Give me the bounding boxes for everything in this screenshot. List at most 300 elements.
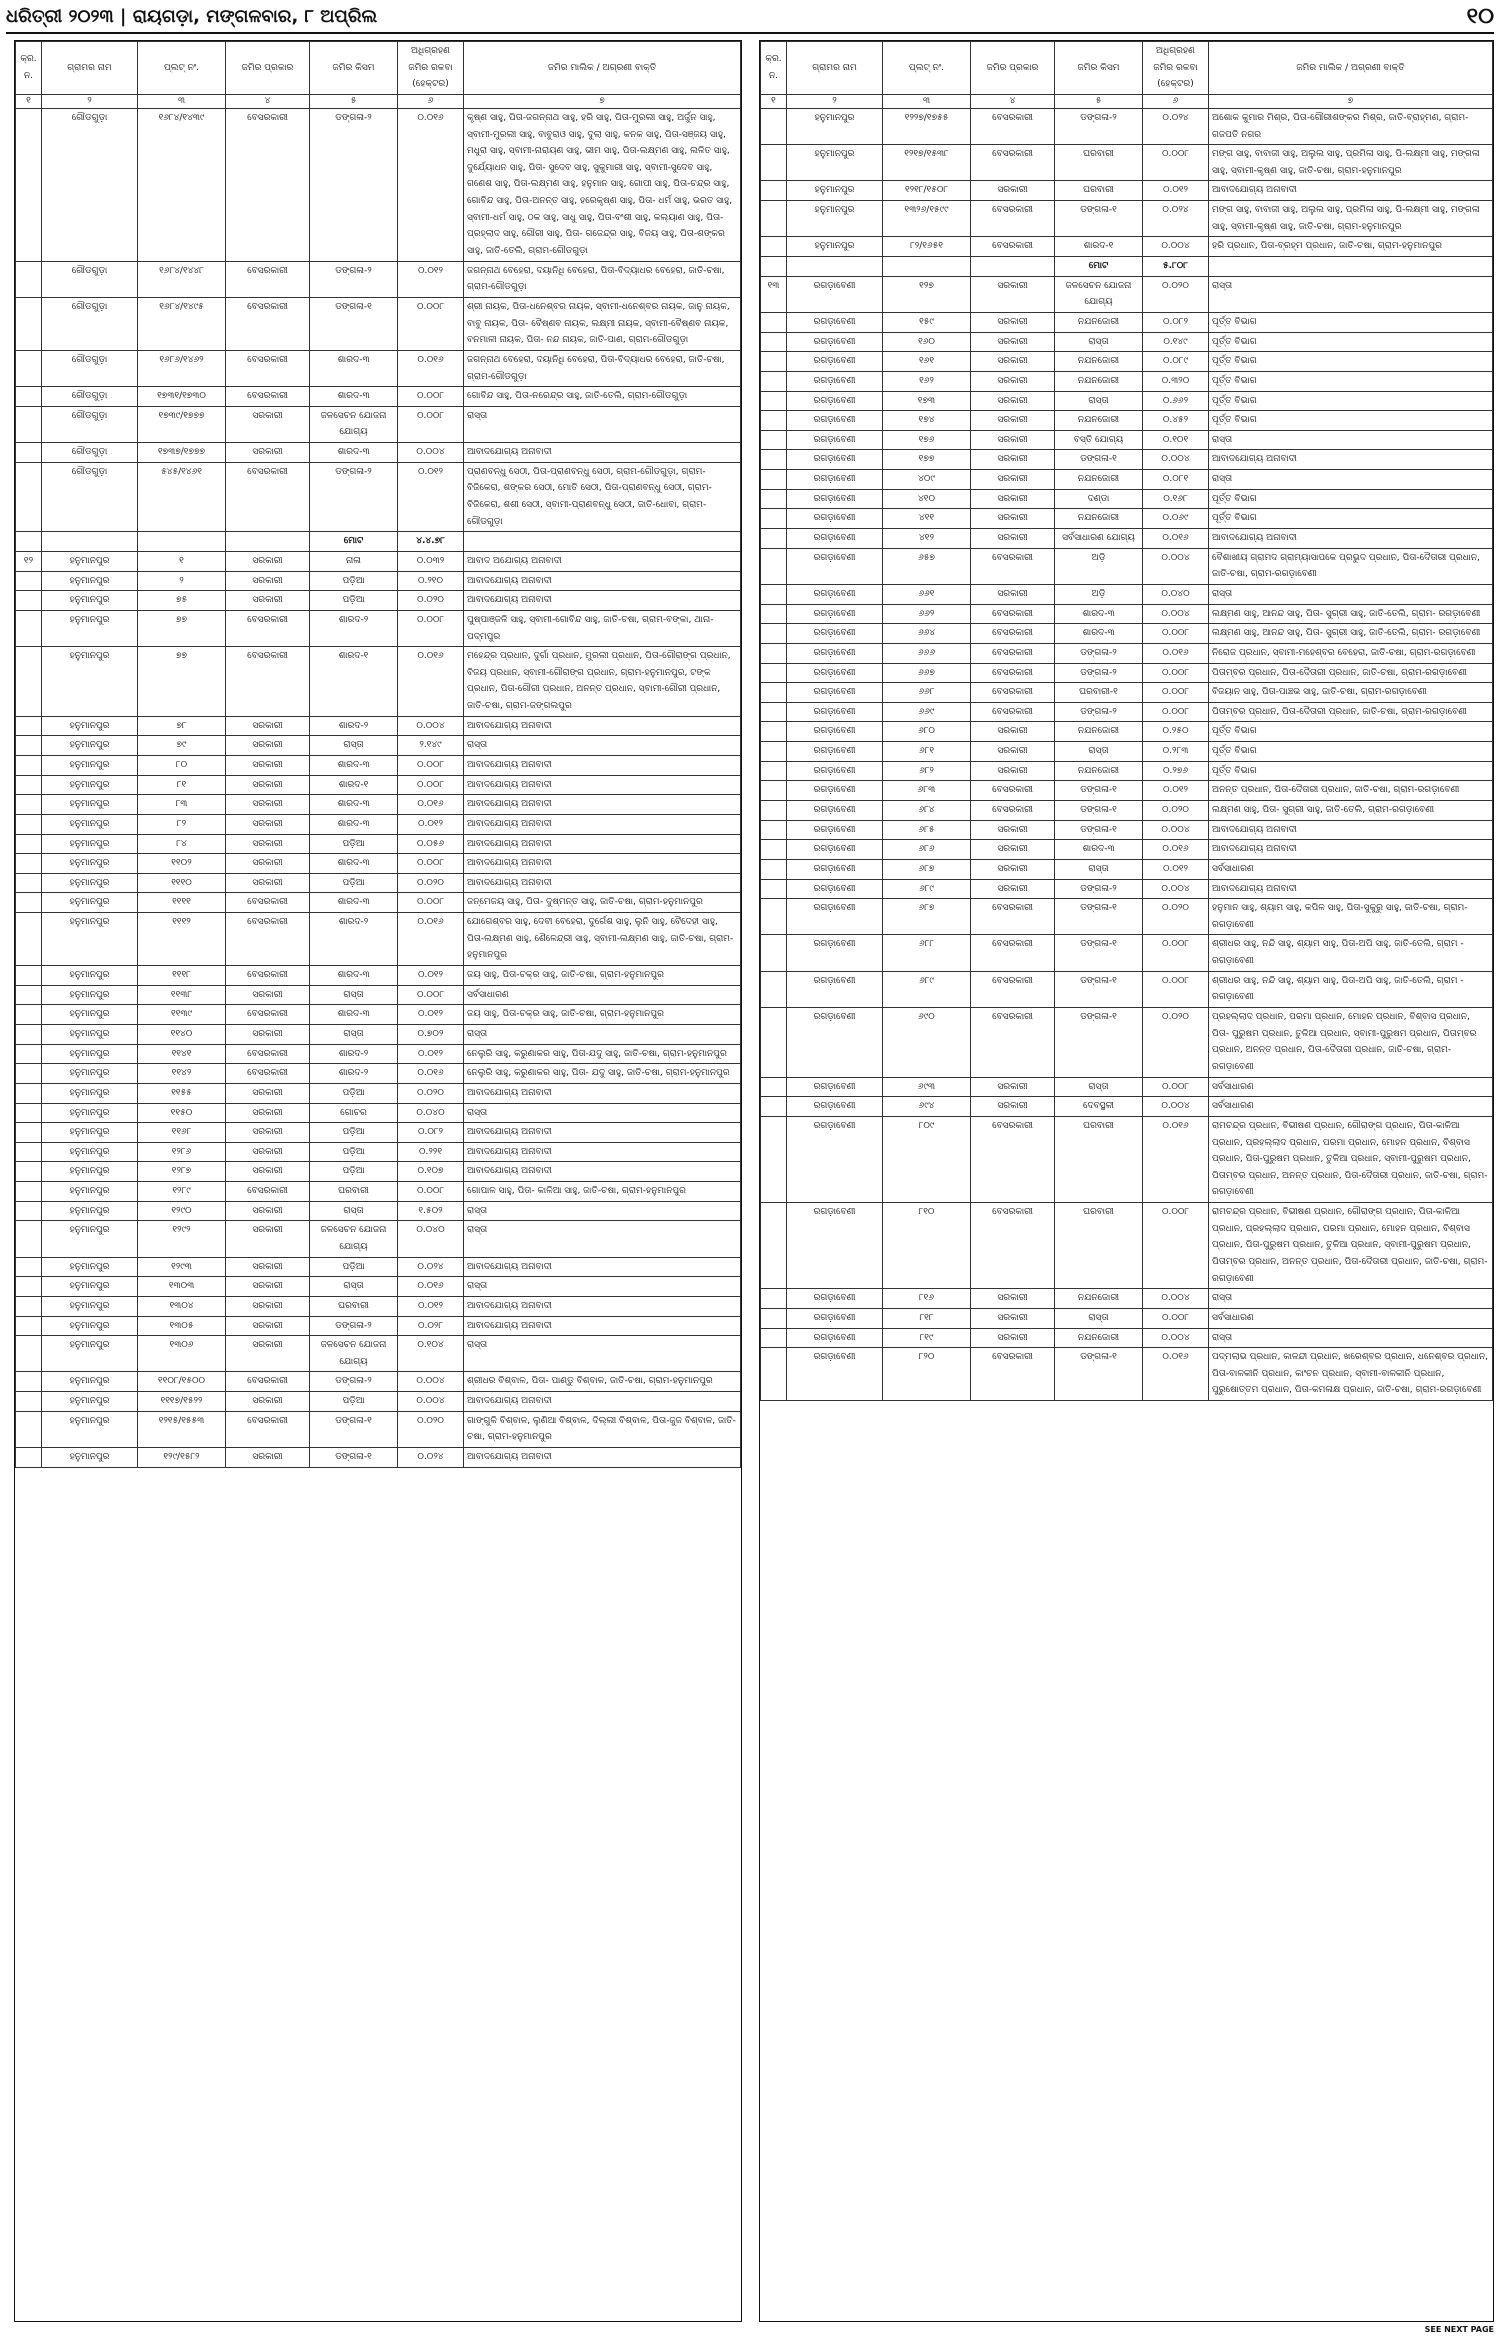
village-cell: ହନୁମାନପୁର	[42, 1083, 138, 1103]
serial-cell	[761, 332, 787, 352]
table-row	[16, 1142, 741, 1162]
land-type-cell: ବେସରକାରୀ	[971, 971, 1055, 1007]
plot-cell: ୪୦୯	[883, 470, 971, 490]
table-row	[761, 800, 1493, 820]
plot-cell: ୬୮୮	[883, 935, 971, 971]
owner-cell: ସର୍ବସାଧାରଣ	[1209, 859, 1493, 879]
page-number: ୧୦	[1466, 4, 1494, 29]
village-cell: ହନୁମାନପୁର	[787, 145, 883, 181]
land-class-cell: ନଯନଜୋରୀ	[1055, 312, 1143, 332]
owner-cell: ରାସ୍ତା	[464, 1024, 741, 1044]
owner-cell: ପ୍ରାଣବନ୍ଧୁ ସେଠୀ, ପିତା-ପ୍ରାଣବନ୍ଧୁ ସେଠୀ, ଗ୍ରାମ-ଗୌଡଗୁଡ଼ା, ଗ୍ରାମ-ବିଜିକେରା, ଶଙ୍କର ସେଠୀ, ମୋତି ସେଠୀ, ପିତା-ପ୍ରାଣବନ୍ଧୁ ସେଠୀ, ଗ୍ରାମ-ବିଜିକେରା, ଶଶୀ ସେଠୀ, ସ୍ବାମୀ-ପ୍ରାଣବନ୍ଧୁ ସେଠୀ, ଜାତି-ଧୋବା, ଗ୍ରାମ-ଗୌଡଗୁଡ଼ା	[464, 462, 741, 532]
area-cell: ୦.୦୦୮	[398, 854, 464, 874]
owner-cell: ପୂର୍ତ୍ତ ବିଭାଗ	[1209, 761, 1493, 781]
village-cell: ଗୌଡଗୁଡ଼ା	[42, 406, 138, 442]
land-type-cell: ବେସରକାରୀ	[971, 1203, 1055, 1289]
land-type-cell: ସରକାରୀ	[226, 591, 310, 611]
land-class-cell: ଡଙ୍ଗଳା-୧	[310, 1411, 398, 1447]
owner-cell: ଆବାଦଯୋଗ୍ୟ ଅନାବାଦୀ	[464, 443, 741, 463]
land-class-cell: ଶାରଦ-୨	[310, 1064, 398, 1084]
owner-cell: ରାସ୍ତା	[1209, 430, 1493, 450]
serial-cell	[761, 371, 787, 391]
area-cell: ୦.୦୧୬	[1143, 1116, 1209, 1202]
land-type-cell: ସରକାରୀ	[971, 840, 1055, 860]
area-cell: ୦.୦୧୨	[398, 966, 464, 986]
village-cell: ରଗଡ଼ାବେଣୀ	[787, 1203, 883, 1289]
serial-cell	[16, 1123, 42, 1143]
plot-cell: ୧୬୨	[883, 371, 971, 391]
village-cell: ରଗଡ଼ାବେଣୀ	[787, 584, 883, 604]
plot-cell: ୧୧୪୨	[138, 1064, 226, 1084]
land-type-cell: ବେସରକାରୀ	[971, 1348, 1055, 1401]
col-header: ଜମିର ମାଲିକ / ଅଗ୍ରଣୀ ବାକ୍ତି	[1209, 42, 1493, 95]
village-cell: ହନୁମାନପୁର	[42, 985, 138, 1005]
table-row	[16, 571, 741, 591]
table-row	[761, 935, 1493, 971]
area-cell: ୦.୦୦୪	[1143, 450, 1209, 470]
village-cell: ହନୁମାନପୁର	[42, 1336, 138, 1372]
owner-cell: ପୂର୍ତ୍ତ ବିଭାଗ	[1209, 391, 1493, 411]
land-class-cell: ଶାରଦ-୩	[310, 893, 398, 913]
plot-cell: ୧୧୦୨	[138, 854, 226, 874]
owner-cell: ପୂର୍ତ୍ତ ବିଭାଗ	[1209, 371, 1493, 391]
owner-cell: ପୂର୍ତ୍ତ ବିଭାଗ	[1209, 742, 1493, 762]
village-cell: ହନୁମାନପୁର	[787, 108, 883, 144]
village-cell: ହନୁମାନପୁର	[42, 814, 138, 834]
land-class-cell: ଶାରଦ-୩	[310, 1005, 398, 1025]
land-class-cell: ଡଙ୍ଗଳା-୨	[1055, 108, 1143, 144]
serial-cell	[761, 899, 787, 935]
table-row	[761, 742, 1493, 762]
col-header: ଜମିର କିସମ	[1055, 42, 1143, 95]
land-type-cell: ସରକାରୀ	[971, 1289, 1055, 1309]
table-row	[761, 899, 1493, 935]
table-row	[16, 775, 741, 795]
owner-cell: ଆବାଦଯୋଗ୍ୟ ଅନାବାଦୀ	[464, 755, 741, 775]
land-class-cell: ରାସ୍ତା	[1055, 859, 1143, 879]
table-row	[761, 1008, 1493, 1078]
owner-cell: ବିଜୟାନ ସାହୁ, ପିତା-ପାଞ୍ଚଭ ସାହୁ, ଜାତି-ଚଷା, ଗ୍ରାମ-ରଗଡ଼ାବେଣୀ	[1209, 683, 1493, 703]
table-row	[16, 1201, 741, 1221]
area-cell: ୦.୦୪୦	[398, 1221, 464, 1257]
serial-cell	[16, 406, 42, 442]
owner-cell: ପୂର୍ତ୍ତ ବିଭାଗ	[1209, 722, 1493, 742]
area-cell: ୦.୦୨୦	[1143, 276, 1209, 312]
table-row	[16, 387, 741, 407]
village-cell: ରଗଡ଼ାବେଣୀ	[787, 879, 883, 899]
land-type-cell: ସରକାରୀ	[226, 873, 310, 893]
table-row	[16, 985, 741, 1005]
plot-cell: ୧୬୦	[883, 332, 971, 352]
serial-cell	[16, 647, 42, 717]
land-class-cell: ରାସ୍ତା	[1055, 391, 1143, 411]
owner-cell: ଆବାଦଯୋଗ୍ୟ ଅନାବାଦୀ	[464, 1162, 741, 1182]
village-cell: ହନୁମାନପୁର	[42, 716, 138, 736]
owner-cell: ପୂର୍ତ୍ତ ବିଭାଗ	[1209, 509, 1493, 529]
plot-cell: ୬୮୦	[883, 722, 971, 742]
area-cell: ୦.୦୦୪	[1143, 879, 1209, 899]
owner-cell: ରାସ୍ତା	[464, 736, 741, 756]
serial-cell	[761, 411, 787, 431]
land-type-cell: ବେସରକାରୀ	[226, 1005, 310, 1025]
serial-cell	[16, 1024, 42, 1044]
plot-cell: ୧୨୯/୧୫୮୨	[138, 1448, 226, 1468]
plot-cell: ୧୭୪	[883, 411, 971, 431]
land-class-cell: ଜଳସେଚନ ଯୋଜନା ଯୋଗ୍ୟ	[310, 1336, 398, 1372]
owner-cell: ସର୍ବସାଧାରଣ	[1209, 1308, 1493, 1328]
owner-cell: ଆବାଦଯୋଗ୍ୟ ଅନାବାଦୀ	[464, 795, 741, 815]
village-cell: ହନୁମାନପୁର	[42, 1182, 138, 1202]
area-cell: ୦.୦୦୮	[1143, 971, 1209, 1007]
land-type-cell: ସରକାରୀ	[226, 571, 310, 591]
area-cell: ୦.୦୪୦	[1143, 584, 1209, 604]
village-cell: ରଗଡ଼ାବେଣୀ	[787, 470, 883, 490]
area-cell: ୦.୦୨୪	[398, 1448, 464, 1468]
table-row	[761, 584, 1493, 604]
table-row	[761, 1308, 1493, 1328]
land-class-cell: ରାସ୍ତା	[1055, 742, 1143, 762]
land-class-cell: ନାଳା	[310, 551, 398, 571]
village-cell: ହନୁମାନପୁର	[42, 966, 138, 986]
village-cell: ହନୁମାନପୁର	[42, 1162, 138, 1182]
plot-cell: ୮୪	[138, 834, 226, 854]
table-row	[761, 761, 1493, 781]
area-cell: ୦.୦୧୬	[1143, 840, 1209, 860]
serial-cell	[16, 1277, 42, 1297]
serial-cell	[761, 108, 787, 144]
table-row	[761, 276, 1493, 312]
table-row	[16, 1411, 741, 1447]
plot-cell: ୬୬୬	[883, 643, 971, 663]
plot-cell: ୧୧୧୭/୧୫୨୨	[138, 1392, 226, 1412]
village-cell: ରଗଡ଼ାବେଣୀ	[787, 702, 883, 722]
land-type-cell: ସରକାରୀ	[971, 820, 1055, 840]
table-row	[761, 859, 1493, 879]
land-class-cell: ଘରବାରୀ	[310, 1182, 398, 1202]
land-type-cell: ସରକାରୀ	[226, 1142, 310, 1162]
land-class-cell: ଡଙ୍ଗଳା-୨	[1055, 663, 1143, 683]
village-cell: ରଗଡ଼ାବେଣୀ	[787, 352, 883, 372]
land-type-cell: ବେସରକାରୀ	[971, 145, 1055, 181]
serial-cell	[761, 971, 787, 1007]
owner-cell: ବୈଶାଖୀୟ ଗ୍ରାମଦ ଗ୍ରାମ୍ୟାସାପକେ ପ୍ରଭୁଦ ପ୍ରଧାନ, ପିତା-ଦୈତାରୀ ପ୍ରଧାନ, ଜାତି-ଚଷା, ଗ୍ରାମ-ରଗଡ଼ାବେଣୀ	[1209, 548, 1493, 584]
plot-cell: ୧୨୨୭/୧୭୫୫	[883, 108, 971, 144]
table-row	[16, 1316, 741, 1336]
village-cell	[42, 532, 138, 552]
serial-cell	[16, 873, 42, 893]
serial-cell	[761, 201, 787, 237]
plot-cell: ୬୬୨	[883, 604, 971, 624]
land-type-cell: ବେସରକାରୀ	[226, 1372, 310, 1392]
owner-cell: ରାସ୍ତା	[1209, 470, 1493, 490]
serial-cell	[16, 1162, 42, 1182]
col-index: ୬	[398, 94, 464, 108]
serial-cell	[761, 722, 787, 742]
area-cell: ୦.୧୦୧	[1143, 430, 1209, 450]
land-class-cell: ଡଙ୍ଗଳା-୧	[1055, 781, 1143, 801]
serial-cell	[761, 181, 787, 201]
table-row	[761, 722, 1493, 742]
land-type-cell: ସରକାରୀ	[971, 1077, 1055, 1097]
table-row	[761, 470, 1493, 490]
table-row	[16, 1372, 741, 1392]
land-class-cell: ଶାରଦ-୩	[310, 966, 398, 986]
land-class-cell: ରାସ୍ତା	[1055, 1308, 1143, 1328]
table-row	[16, 795, 741, 815]
village-cell: ରଗଡ଼ାବେଣୀ	[787, 548, 883, 584]
land-type-cell: ବେସରକାରୀ	[971, 1008, 1055, 1078]
table-row	[761, 663, 1493, 683]
village-cell: ରଗଡ଼ାବେଣୀ	[787, 643, 883, 663]
area-cell: ୦.୦୦୪	[398, 716, 464, 736]
land-type-cell: ବେସରକାରୀ	[971, 781, 1055, 801]
serial-cell	[16, 108, 42, 261]
col-header: କ୍ର. ନ.	[16, 42, 42, 95]
village-cell: ରଗଡ଼ାବେଣୀ	[787, 276, 883, 312]
owner-cell: ଜଗନ୍ନାଥ ବେହେରା, ଦୟାନିଧି ବେହେରା, ପିତା-ବିଦ୍ୟାଧର ବେହେରା, ଜାତି-ଚଷା, ଗ୍ରାମ-ଗୌଡଗୁଡ଼ା	[464, 261, 741, 297]
village-cell: ହନୁମାନପୁର	[42, 1005, 138, 1025]
area-cell: ୦.୦୦୪	[1143, 1097, 1209, 1117]
village-cell: ରଗଡ଼ାବେଣୀ	[787, 391, 883, 411]
area-cell: ୦.୦୧୬	[1143, 1348, 1209, 1401]
land-class-cell: ଡଙ୍ଗଳା-୧	[1055, 450, 1143, 470]
land-class-cell: ପଡ଼ିଆ	[310, 1083, 398, 1103]
owner-cell: ଆବାଦଯୋଗ୍ୟ ଅନାବାଦୀ	[1209, 820, 1493, 840]
village-cell: ରଗଡ଼ାବେଣୀ	[787, 332, 883, 352]
plot-cell: ୬୮୩	[883, 781, 971, 801]
owner-cell: ଆବାଦଯୋଗ୍ୟ ଅନାବାଦୀ	[464, 571, 741, 591]
owner-cell: ରାସ୍ତା	[464, 1221, 741, 1257]
owner-cell: ରାସ୍ତା	[1209, 1289, 1493, 1309]
plot-cell: ୧୨୧୫/୧୫୫୩	[138, 1411, 226, 1447]
village-cell: ରଗଡ଼ାବେଣୀ	[787, 312, 883, 332]
land-class-cell: ଘରବାରୀ	[1055, 1203, 1143, 1289]
table-row	[761, 411, 1493, 431]
owner-cell: ଶ୍ରୀଧର ବିଶ୍ବାଳ, ପିତା- ପାଣ୍ଡୁ ବିଶ୍ବାଳ, ଜାତି-ଚଷା, ଗ୍ରାମ-ହନୁମାନପୁର	[464, 1372, 741, 1392]
owner-cell: ଜୟ ସାହୁ, ପିତା-ଚକ୍ର ସାହୁ, ଜାତି-ଚଷା, ଗ୍ରାମ-ହନୁମାନପୁର	[464, 1005, 741, 1025]
land-type-cell: ସରକାରୀ	[971, 352, 1055, 372]
table-row	[761, 1077, 1493, 1097]
area-cell: ୦.୦୦୮	[1143, 935, 1209, 971]
area-cell: ୦.୦୨୦	[1143, 1008, 1209, 1078]
area-cell: ୦.୦୨୦	[398, 591, 464, 611]
owner-cell: ରାସ୍ତା	[464, 406, 741, 442]
land-type-cell: ସରକାରୀ	[226, 1448, 310, 1468]
serial-cell	[16, 1044, 42, 1064]
page-header	[6, 4, 1494, 34]
village-cell: ହନୁମାନପୁର	[42, 610, 138, 646]
land-class-cell: ନଯନଜୋରୀ	[1055, 509, 1143, 529]
area-cell: ୦.୦୦୮	[1143, 683, 1209, 703]
village-cell: ହନୁମାନପୁର	[42, 551, 138, 571]
land-class-cell: ନଯନଜୋରୀ	[1055, 1289, 1143, 1309]
plot-cell: ୬୬୭	[883, 663, 971, 683]
village-cell: ଗୌଡଗୁଡ଼ା	[42, 443, 138, 463]
total-row	[761, 257, 1493, 277]
table-row	[16, 591, 741, 611]
owner-cell: ଆବାଦଯୋଗ୍ୟ ଅନାବାଦୀ	[464, 591, 741, 611]
area-cell: ୦.୦୮୨	[1143, 312, 1209, 332]
serial-cell	[16, 1103, 42, 1123]
serial-cell	[16, 913, 42, 966]
col-index: ୭	[464, 94, 741, 108]
village-cell: ରଗଡ଼ାବେଣୀ	[787, 1097, 883, 1117]
village-cell: ରଗଡ଼ାବେଣୀ	[787, 840, 883, 860]
land-type-cell: ସରକାରୀ	[226, 1162, 310, 1182]
land-class-cell: ପଡ଼ିଆ	[310, 1162, 398, 1182]
area-cell: ୦.୦୨୦	[398, 1083, 464, 1103]
table-row	[761, 237, 1493, 257]
land-type-cell: ସରକାରୀ	[226, 834, 310, 854]
land-class-cell: ଶାରଦ-୩	[1055, 604, 1143, 624]
land-class-cell: ନଯନଜୋରୀ	[1055, 761, 1143, 781]
land-class-cell: ଘରବାରୀ	[1055, 1116, 1143, 1202]
plot-cell: ୧୨୯୩	[138, 1257, 226, 1277]
left-table-panel	[14, 40, 742, 2322]
serial-cell	[761, 742, 787, 762]
owner-cell: ନିରୋଜ ପ୍ରଧାନ, ସ୍ବାମୀ-ମହେଶ୍ବର ବେହେରା, ଜାତି-ଚଷା, ଗ୍ରାମ-ରଗଡ଼ାବେଣୀ	[1209, 643, 1493, 663]
area-cell: ୦.୦୮୨	[398, 1123, 464, 1143]
land-type-cell: ସରକାରୀ	[971, 879, 1055, 899]
village-cell: ହନୁମାନପୁର	[42, 1142, 138, 1162]
owner-cell: ରାସ୍ତା	[464, 1103, 741, 1123]
area-cell: ୦.୦୦୪	[398, 1392, 464, 1412]
column-index-row	[16, 94, 741, 108]
area-cell: ୦.୦୦୪	[1143, 820, 1209, 840]
owner-cell: ଆବାଦଯୋଗ୍ୟ ଅନାବାଦୀ	[464, 1257, 741, 1277]
plot-cell: ୧୩୦୩	[138, 1277, 226, 1297]
land-type-cell: ବେସରକାରୀ	[226, 1411, 310, 1447]
table-row	[761, 201, 1493, 237]
land-class-cell: ଡଙ୍ଗଳା-୨	[310, 1372, 398, 1392]
plot-cell: ୮୨୦	[883, 1348, 971, 1401]
plot-cell	[883, 257, 971, 277]
land-class-cell: ରାସ୍ତା	[310, 985, 398, 1005]
owner-cell: ଆବାଦଯୋଗ୍ୟ ଅନାବାଦୀ	[464, 1123, 741, 1143]
area-cell: ୦.୦୬୯	[1143, 509, 1209, 529]
serial-cell	[761, 820, 787, 840]
serial-cell	[16, 1411, 42, 1447]
area-cell: ୦.୦୪୦	[398, 1103, 464, 1123]
table-row	[761, 1289, 1493, 1309]
land-class-cell: ଡଙ୍ଗଳା-୧	[1055, 899, 1143, 935]
col-index: ୬	[1143, 94, 1209, 108]
owner-cell: ପୂର୍ତ୍ତ ବିଭାଗ	[1209, 489, 1493, 509]
village-cell: ହନୁମାନପୁର	[42, 1448, 138, 1468]
land-class-cell: ଡଙ୍ଗଳା-୧	[310, 1448, 398, 1468]
land-class-cell: ଜଳସେଚନ ଯୋଜନା ଯୋଗ୍ୟ	[310, 406, 398, 442]
owner-cell: ଲକ୍ଷ୍ମଣ ସାହୁ, ଆନନ୍ଦ ସାହୁ, ପିତା- ସୁଗ୍ରୀ ସାହୁ, ଜାତି-ତେଲି, ଗ୍ରାମ- ରଗଡ଼ାବେଣୀ	[1209, 624, 1493, 644]
table-row	[761, 332, 1493, 352]
land-class-cell: ଡଙ୍ଗଳା-୨	[310, 108, 398, 261]
land-class-cell: ଜଳସେଚନ ଯୋଜନା ଯୋଗ୍ୟ	[310, 1221, 398, 1257]
area-cell: ୦.୦୦୪	[1143, 237, 1209, 257]
area-cell: ୦.୦୧୬	[398, 108, 464, 261]
land-class-cell: ନଯନଜୋରୀ	[1055, 722, 1143, 742]
land-type-cell: ସରକାରୀ	[226, 755, 310, 775]
plot-cell: ୮୧୮	[883, 1308, 971, 1328]
serial-cell	[16, 1372, 42, 1392]
owner-cell: ନେଲୁରି ସାହୁ, କରୁଣାକର ସାହୁ, ପିତା-ଯଦୁ ସାହୁ, ଜାତି-ଚଷା, ଗ୍ରାମ-ହନୁମାନପୁର	[464, 1044, 741, 1064]
owner-cell	[464, 532, 741, 552]
col-header: ଜମିର ପ୍ରକାର	[971, 42, 1055, 95]
land-type-cell: ବେସରକାରୀ	[971, 1116, 1055, 1202]
land-type-cell: ବେସରକାରୀ	[971, 237, 1055, 257]
table-row	[16, 913, 741, 966]
owner-cell: ଅନନ୍ତ ପ୍ରଧାନ, ପିତା-ଦୈତାରୀ ପ୍ରଧାନ, ଜାତି-ଚଷା, ଗ୍ରାମ-ରଗଡ଼ାବେଣୀ	[1209, 781, 1493, 801]
land-type-cell: ସରକାରୀ	[226, 795, 310, 815]
area-cell: ୦.୦୦୮	[1143, 1203, 1209, 1289]
serial-cell	[761, 1328, 787, 1348]
village-cell: ଗୌଡଗୁଡ଼ା	[42, 350, 138, 386]
plot-cell: ୮୨/୧୬୫୧	[883, 237, 971, 257]
table-row	[761, 371, 1493, 391]
table-row	[16, 854, 741, 874]
serial-cell	[761, 1308, 787, 1328]
land-type-cell: ବେସରକାରୀ	[971, 935, 1055, 971]
owner-cell: ଆବାଦଯୋଗ୍ୟ ଅନାବାଦୀ	[1209, 450, 1493, 470]
owner-cell: ପ୍ରହଲ୍ଲାଦ ପ୍ରଧାନ, ପରମା ପ୍ରଧାନ, ମୋହନ ପ୍ରଧାନ, ବିଶ୍ବାସ ପ୍ରଧାନ, ପିତା- ପୁରୁଷମ ପ୍ରଧାନ, ତୁଳିଆ ପ୍ରଧାନ, ସ୍ବାମୀ-ପୁରୁଷମ ପ୍ରଧାନ, ପିତାମ୍ବର ପ୍ରଧାନ, ଅନନ୍ତ ପ୍ରଧାନ, ପିତା-ଦୈତାରୀ ପ୍ରଧାନ, ଜାତି-ଚଷା, ଗ୍ରାମ-ରଗଡ଼ାବେଣୀ	[1209, 1008, 1493, 1078]
table-row	[761, 643, 1493, 663]
serial-cell	[761, 840, 787, 860]
village-cell: ହନୁମାନପୁର	[42, 1221, 138, 1257]
table-row	[16, 1064, 741, 1084]
plot-cell: ୧୧୬୮	[138, 1123, 226, 1143]
plot-cell: ୧୧୦୮/୧୫୦୦	[138, 1372, 226, 1392]
owner-cell: ରାସ୍ତା	[464, 1201, 741, 1221]
village-cell: ରଗଡ଼ାବେଣୀ	[787, 742, 883, 762]
land-class-cell: ଶାରଦ-୩	[310, 795, 398, 815]
serial-cell	[761, 624, 787, 644]
owner-cell: ଆବାଦଯୋଗ୍ୟ ଅନାବାଦୀ	[464, 1448, 741, 1468]
land-class-cell: ନଯନଜୋରୀ	[1055, 411, 1143, 431]
col-index: ୨	[42, 94, 138, 108]
land-class-cell: ଦେବସ୍ଥଳୀ	[1055, 1097, 1143, 1117]
owner-cell: ମହେନ୍ଦ୍ର ପ୍ରଧାନ, ଦୁର୍ଗା ପ୍ରଧାନ, ମୁରଲୀ ପ୍ରଧାନ, ପିତା-ଗୌରାଙ୍ଗ ପ୍ରଧାନ, ବିଜୟ ପ୍ରଧାନ, ସ୍ବାମୀ-ଗୌରାଙ୍ଗ ପ୍ରଧାନ, ଗ୍ରାମ-ହନୁମାନପୁର, ଟଙ୍କ ପ୍ରଧାନ, ପିତା-ଗୌରୀ ପ୍ରଧାନ, ଅନନ୍ତ ପ୍ରଧାନ, ସ୍ବାମୀ-ଗୌରୀ ପ୍ରଧାନ, ଜାତି-ଚଷା, ଗ୍ରାମ-ଜଙ୍ଗଲପୁର	[464, 647, 741, 717]
area-cell: ୦.୦୦୪	[1143, 1328, 1209, 1348]
serial-cell	[16, 985, 42, 1005]
table-row	[16, 1005, 741, 1025]
table-row	[16, 1162, 741, 1182]
owner-cell: ଲକ୍ଷ୍ମଣ ସାହୁ, ଆନନ୍ଦ ସାହୁ, ପିତା- ସୁଗ୍ରୀ ସାହୁ, ଜାତି-ତେଲି, ଗ୍ରାମ- ରଗଡ଼ାବେଣୀ	[1209, 604, 1493, 624]
area-cell: ୨.୧୪୯	[398, 736, 464, 756]
table-row	[761, 548, 1493, 584]
land-type-cell: ସରକାରୀ	[971, 470, 1055, 490]
village-cell: ହନୁମାନପୁର	[42, 913, 138, 966]
village-cell: ରଗଡ଼ାବେଣୀ	[787, 430, 883, 450]
serial-cell: ୧୩	[761, 276, 787, 312]
land-class-cell: ଅଡ଼ି	[1055, 584, 1143, 604]
owner-cell: ନେଲୁରି ସାହୁ, କରୁଣାକର ସାହୁ, ପିତା- ଯଦୁ ସାହୁ, ଜାତି-ଚଷା, ଗ୍ରାମ-ହନୁମାନପୁର	[464, 1064, 741, 1084]
area-cell: ୦.୦୨୦	[1143, 899, 1209, 935]
table-row	[16, 716, 741, 736]
land-type-cell: ସରକାରୀ	[971, 529, 1055, 549]
serial-cell	[761, 450, 787, 470]
village-cell: ରଗଡ଼ାବେଣୀ	[787, 604, 883, 624]
serial-cell	[16, 1221, 42, 1257]
table-row	[761, 489, 1493, 509]
area-cell: ୦.୨୫୦	[1143, 722, 1209, 742]
plot-cell: ୬୯୪	[883, 1097, 971, 1117]
plot-cell: ୧୨୭	[883, 276, 971, 312]
land-class-cell: ଶାରଦ-୩	[1055, 840, 1143, 860]
owner-cell: ଗାଙ୍ଗୁଳି ବିଶ୍ବାଳ, ଲୁଣିଆ ବିଶ୍ବାଳ, ଦିଲ୍ଲୀ ବିଶ୍ବାଳ, ପିତା-ଜୁଜ ବିଶ୍ବାଳ, ଜାତି- ଚଷା, ଗ୍ରାମ-ହନୁମାନପୁର	[464, 1411, 741, 1447]
plot-cell: ୬୬୯	[883, 702, 971, 722]
plot-cell: ୧୬୮୪/୧୪୪୮	[138, 261, 226, 297]
land-type-cell: ବେସରକାରୀ	[226, 350, 310, 386]
village-cell: ଗୌଡଗୁଡ଼ା	[42, 261, 138, 297]
village-cell: ହନୁମାନପୁର	[42, 1257, 138, 1277]
